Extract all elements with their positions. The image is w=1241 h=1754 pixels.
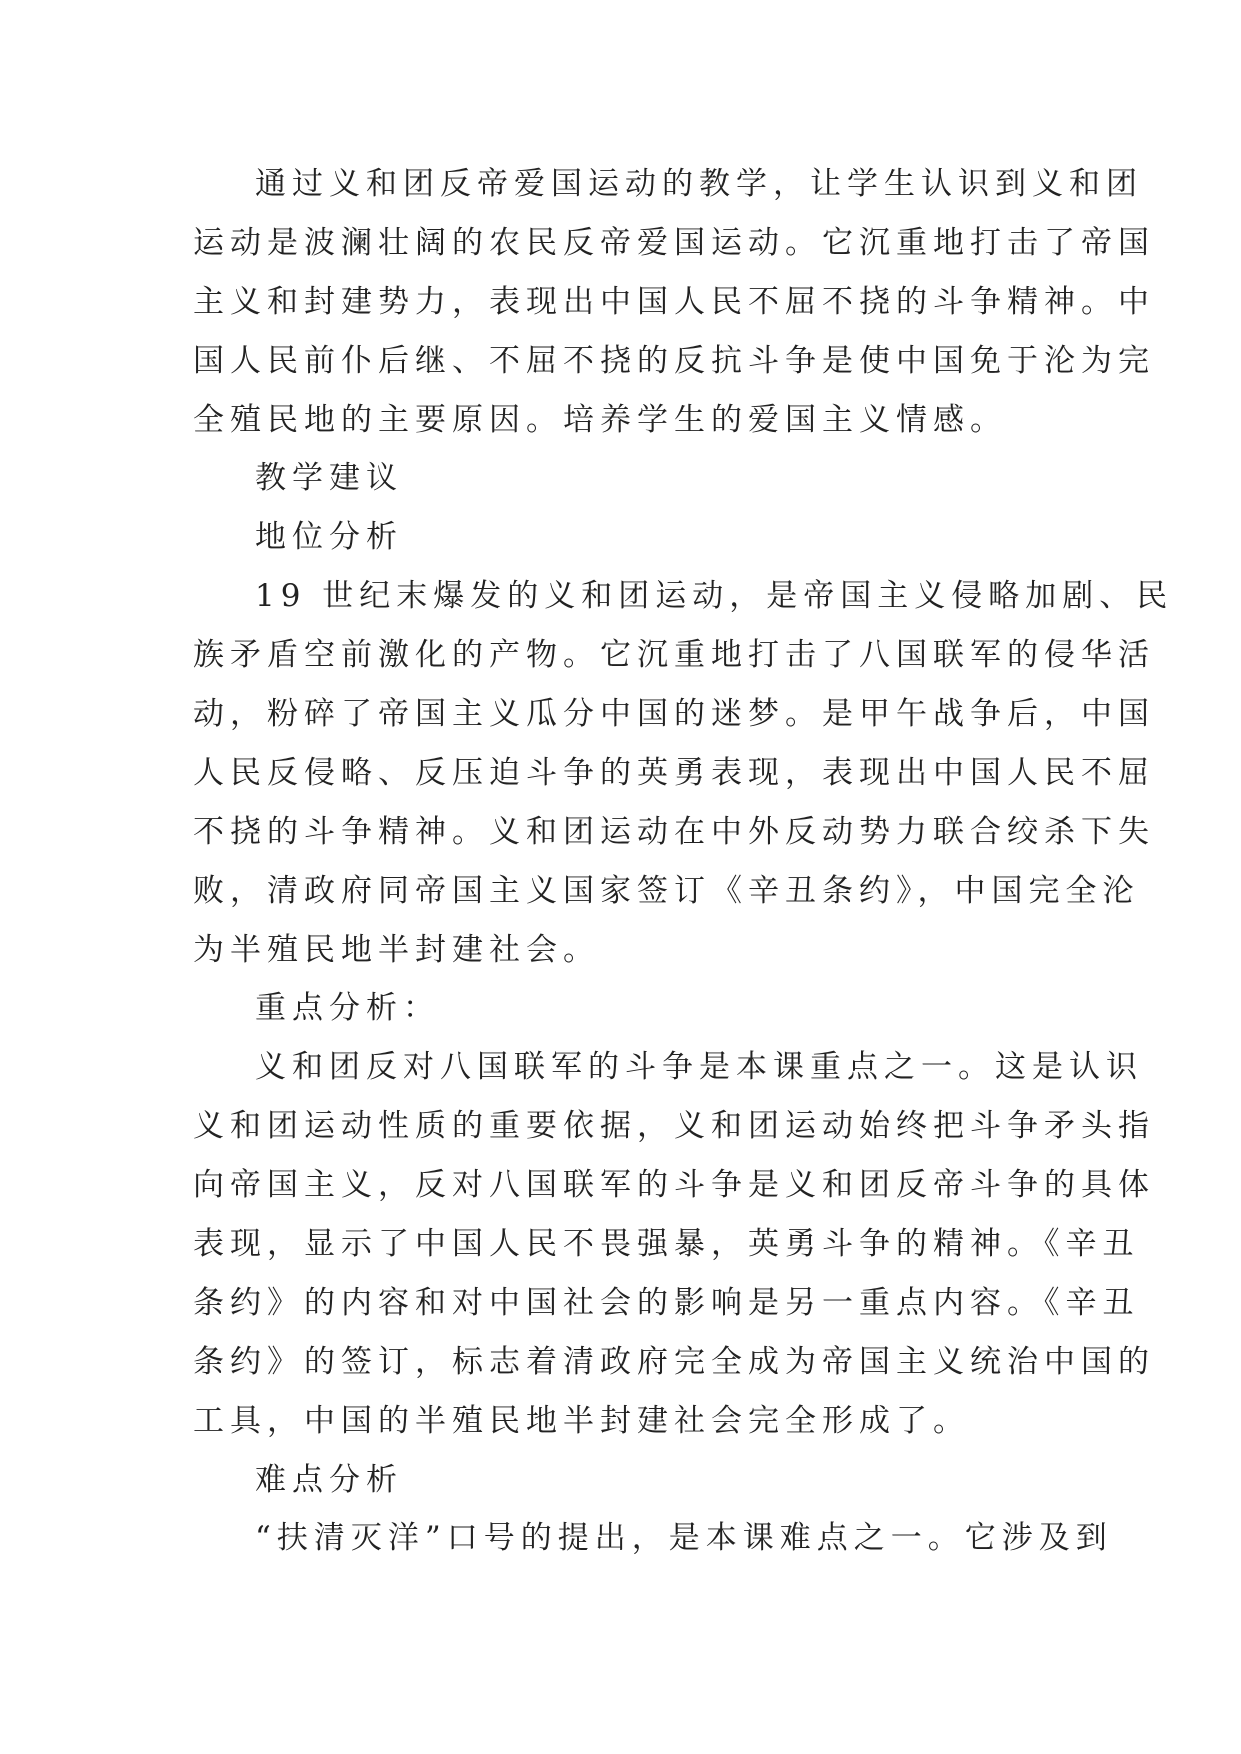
paragraph-line: 人民反侵略、反压迫斗争的英勇表现，表现出中国人民不屈 — [193, 754, 1155, 791]
paragraph-line: 19 世纪末爆发的义和团运动，是帝国主义侵略加剧、民 — [255, 578, 1174, 615]
section-heading: 难点分析 — [255, 1461, 403, 1498]
paragraph-line: 条约》的内容和对中国社会的影响是另一重点内容。《辛丑 — [193, 1284, 1140, 1321]
paragraph-line: 全殖民地的主要原因。培养学生的爱国主义情感。 — [193, 401, 1007, 438]
section-heading: 教学建议 — [255, 460, 403, 497]
section-heading: 重点分析： — [255, 990, 440, 1027]
paragraph-line: 运动是波澜壮阔的农民反帝爱国运动。它沉重地打击了帝国 — [193, 224, 1155, 261]
paragraph-line: 动，粉碎了帝国主义瓜分中国的迷梦。是甲午战争后，中国 — [193, 696, 1155, 733]
paragraph-line: 不挠的斗争精神。义和团运动在中外反动势力联合绞杀下失 — [193, 813, 1155, 850]
document-body — [193, 155, 1174, 1568]
paragraph-line: 通过义和团反帝爱国运动的教学，让学生认识到义和团 — [255, 166, 1143, 202]
paragraph-line: 义和团反对八国联军的斗争是本课重点之一。这是认识 — [255, 1049, 1143, 1086]
paragraph-line: 败，清政府同帝国主义国家签订《辛丑条约》，中国完全沦 — [193, 872, 1140, 909]
paragraph-line: 义和团运动性质的重要依据，义和团运动始终把斗争矛头指 — [193, 1108, 1155, 1145]
section-heading: 地位分析 — [255, 519, 403, 556]
paragraph-line: 条约》的签订，标志着清政府完全成为帝国主义统治中国的 — [193, 1343, 1155, 1380]
paragraph-line: 向帝国主义，反对八国联军的斗争是义和团反帝斗争的具体 — [193, 1167, 1155, 1204]
paragraph-line: 工具，中国的半殖民地半封建社会完全形成了。 — [193, 1402, 970, 1439]
paragraph-line: 国人民前仆后继、不屈不挠的反抗斗争是使中国免于沦为完 — [193, 342, 1155, 379]
paragraph-line: “扶清灭洋”口号的提出，是本课难点之一。它涉及到 — [255, 1520, 1113, 1557]
paragraph-line: 为半殖民地半封建社会。 — [193, 931, 600, 968]
paragraph-line: 主义和封建势力，表现出中国人民不屈不挠的斗争精神。中 — [193, 283, 1155, 320]
paragraph-line: 族矛盾空前激化的产物。它沉重地打击了八国联军的侵华活 — [193, 637, 1155, 674]
paragraph-line: 表现，显示了中国人民不畏强暴，英勇斗争的精神。《辛丑 — [193, 1226, 1140, 1263]
